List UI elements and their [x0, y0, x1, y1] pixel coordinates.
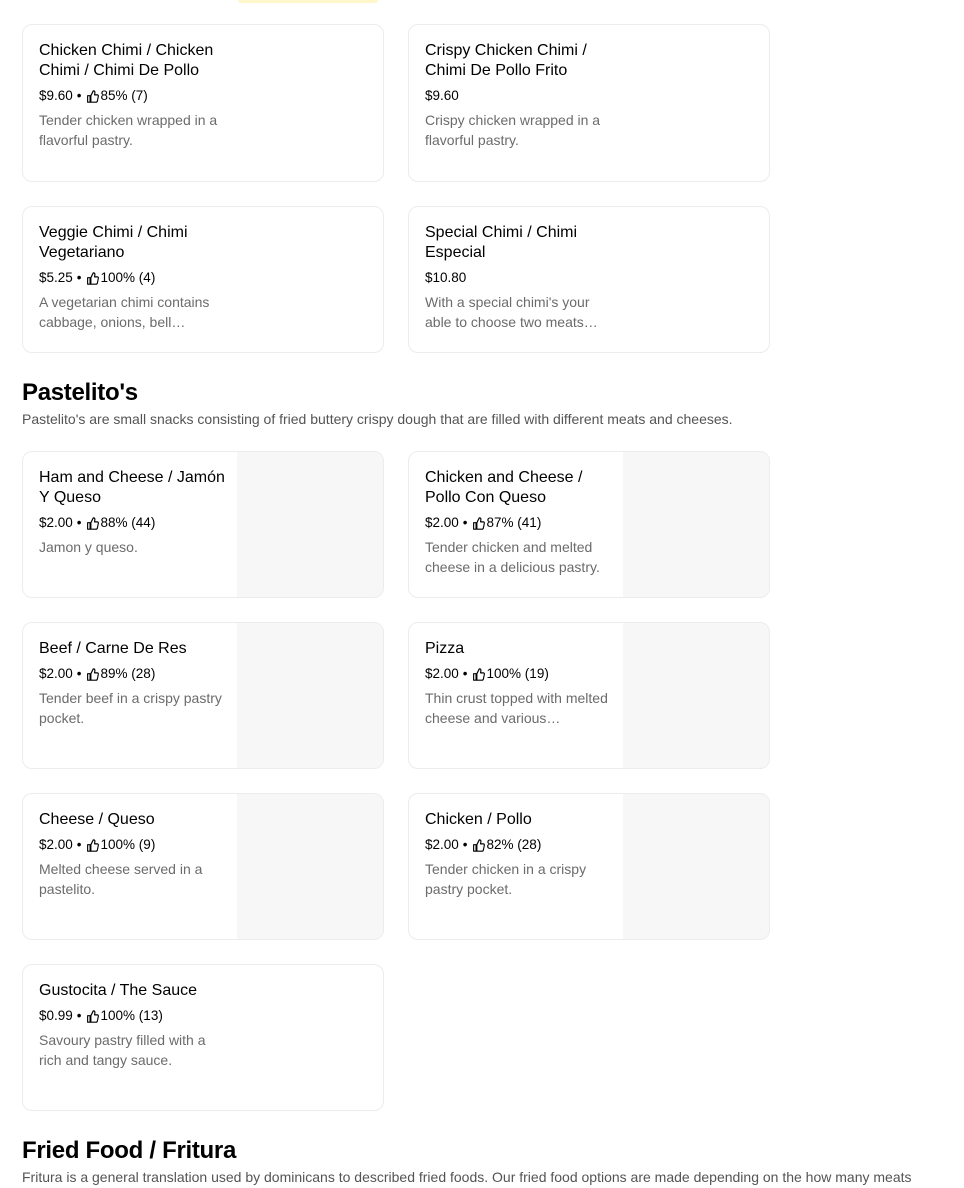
separator-dot: •	[462, 515, 468, 530]
section-description: Fritura is a general translation used by dominicans to described fried foods. Our fried food options are made depending on the how many meats	[22, 1169, 912, 1185]
thumbs-up-icon	[86, 668, 99, 681]
item-name: Cheese / Queso	[39, 811, 155, 828]
menu-item-card[interactable]	[408, 24, 770, 182]
item-name: Ham and Cheese / Jamón Y Queso	[39, 469, 225, 506]
item-price: $9.60	[425, 88, 459, 103]
item-meta	[425, 513, 615, 533]
item-rating: 100% (13)	[100, 1008, 163, 1023]
item-description: A vegetarian chimi contains cabbage, onions, bell…	[39, 294, 210, 330]
item-description: Tender beef in a crispy pastry pocket.	[39, 690, 222, 726]
item-meta	[425, 835, 615, 855]
thumbs-up-icon	[86, 839, 99, 852]
item-description: Crispy chicken wrapped in a flavorful pastry.	[425, 112, 601, 148]
section-title: Pastelito's	[22, 379, 138, 406]
item-name: Chicken and Cheese / Pollo Con Queso	[425, 469, 583, 506]
item-description: Tender chicken wrapped in a flavorful pastry.	[39, 112, 218, 148]
thumbs-up-icon	[86, 272, 99, 285]
menu-item-card[interactable]	[408, 622, 770, 769]
thumbs-up-icon	[86, 90, 99, 103]
item-description: Savoury pastry filled with a rich and tangy sauce.	[39, 1032, 206, 1068]
separator-dot: •	[76, 270, 82, 285]
thumbs-up-icon	[86, 517, 99, 530]
item-image	[623, 794, 769, 939]
item-meta	[39, 268, 229, 288]
item-price: $10.80	[425, 270, 467, 285]
item-price: $9.60	[39, 88, 73, 103]
item-meta	[425, 664, 615, 684]
menu-item-card[interactable]	[408, 451, 770, 598]
item-name: Beef / Carne De Res	[39, 640, 187, 657]
item-meta	[39, 1006, 229, 1026]
item-price: $2.00	[39, 666, 73, 681]
item-name: Pizza	[425, 640, 465, 657]
item-rating: 100% (9)	[100, 837, 156, 852]
item-name: Special Chimi / Chimi Especial	[425, 224, 578, 261]
separator-dot: •	[76, 1008, 82, 1023]
item-description: Tender chicken and melted cheese in a delicious pastry.	[425, 539, 600, 575]
item-rating: 82% (28)	[486, 837, 542, 852]
thumbs-up-icon	[472, 517, 485, 530]
item-image	[237, 794, 383, 939]
separator-dot: •	[462, 837, 468, 852]
item-description: Thin crust topped with melted cheese and various…	[425, 690, 608, 726]
item-name: Crispy Chicken Chimi / Chimi De Pollo Frito	[425, 42, 587, 79]
item-description: Melted cheese served in a pastelito.	[39, 861, 203, 897]
item-meta	[39, 513, 229, 533]
menu-item-card[interactable]	[22, 793, 384, 940]
item-image	[237, 623, 383, 768]
item-image	[623, 623, 769, 768]
item-rating: 87% (41)	[486, 515, 542, 530]
item-meta	[425, 268, 615, 288]
separator-dot: •	[462, 666, 468, 681]
item-rating: 89% (28)	[100, 666, 156, 681]
item-rating: 100% (19)	[486, 666, 549, 681]
item-image	[623, 452, 769, 597]
item-description: With a special chimi's your able to choose two meats…	[425, 294, 598, 330]
item-name: Veggie Chimi / Chimi Vegetariano	[39, 224, 188, 261]
item-image-edge	[238, 0, 378, 3]
item-name: Chicken Chimi / Chicken Chimi / Chimi De Pollo	[39, 42, 214, 79]
item-image	[237, 452, 383, 597]
menu-item-card[interactable]	[408, 793, 770, 940]
item-name: Gustocita / The Sauce	[39, 982, 198, 999]
item-price: $0.99	[39, 1008, 73, 1023]
menu-item-card[interactable]	[22, 24, 384, 182]
item-price: $2.00	[425, 837, 459, 852]
item-rating: 85% (7)	[100, 88, 148, 103]
item-name: Chicken / Pollo	[425, 811, 532, 828]
item-meta	[39, 835, 229, 855]
menu-item-card[interactable]	[22, 622, 384, 769]
item-price: $2.00	[39, 837, 73, 852]
menu-item-card[interactable]	[22, 206, 384, 353]
thumbs-up-icon	[86, 1010, 99, 1023]
section-title: Fried Food / Fritura	[22, 1137, 236, 1164]
separator-dot: •	[76, 88, 82, 103]
separator-dot: •	[76, 837, 82, 852]
item-meta	[39, 86, 229, 106]
item-rating: 88% (44)	[100, 515, 156, 530]
item-price: $2.00	[425, 666, 459, 681]
item-rating: 100% (4)	[100, 270, 156, 285]
menu-item-card[interactable]	[22, 964, 384, 1111]
item-meta	[425, 86, 615, 106]
item-price: $2.00	[425, 515, 459, 530]
item-price: $5.25	[39, 270, 73, 285]
item-description: Tender chicken in a crispy pastry pocket.	[425, 861, 587, 897]
thumbs-up-icon	[472, 839, 485, 852]
item-description: Jamon y queso.	[39, 539, 138, 555]
thumbs-up-icon	[472, 668, 485, 681]
section-description: Pastelito's are small snacks consisting of fried buttery crispy dough that are filled with different meats and cheeses.	[22, 411, 733, 427]
separator-dot: •	[76, 515, 82, 530]
menu-item-card[interactable]	[408, 206, 770, 353]
separator-dot: •	[76, 666, 82, 681]
item-price: $2.00	[39, 515, 73, 530]
menu-item-card[interactable]	[22, 451, 384, 598]
item-meta	[39, 664, 229, 684]
